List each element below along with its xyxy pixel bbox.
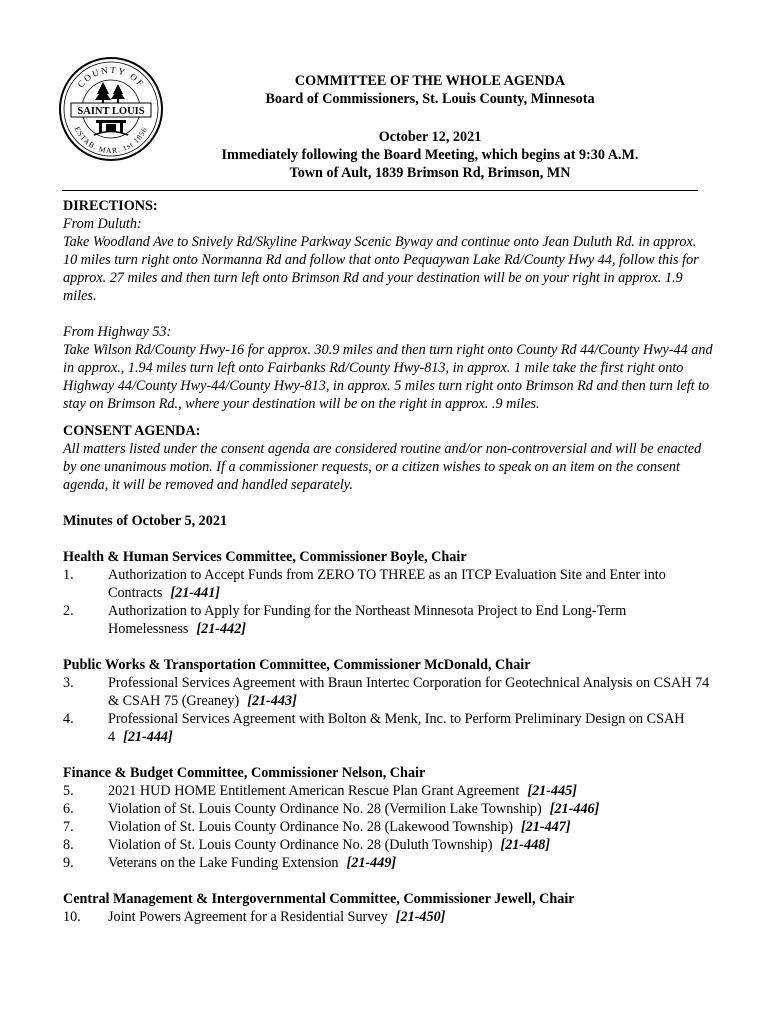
agenda-title: COMMITTEE OF THE WHOLE AGENDA xyxy=(294,73,566,89)
agenda-item: 9. Veterans on the Lake Funding Extension [21-449] xyxy=(63,855,397,871)
svg-text:COUNTY OF: COUNTY OF xyxy=(75,64,147,90)
agenda-item: 1. Authorization to Accept Funds from ZERO TO THREE as an ITCP Evaluation Site and Enter into Contracts [21-441] xyxy=(63,567,666,601)
minutes-item: Minutes of October 5, 2021 xyxy=(63,513,228,529)
committee-title: Finance & Budget Committee, Commissioner Nelson, Chair xyxy=(63,765,426,781)
item-reference: [21-445] xyxy=(527,783,577,799)
committee-section xyxy=(63,656,713,746)
committee-title: Public Works & Transportation Committee, Commissioner McDonald, Chair xyxy=(63,657,531,673)
item-reference: [21-448] xyxy=(500,837,551,853)
item-reference: [21-444] xyxy=(123,729,173,745)
agenda-item: 7. Violation of St. Louis County Ordinance No. 28 (Lakewood Township) [21-447] xyxy=(63,819,571,835)
agenda-item: 10. Joint Powers Agreement for a Residential Survey [21-450] xyxy=(63,909,446,925)
item-reference: [21-441] xyxy=(170,585,221,601)
county-seal-logo xyxy=(58,56,164,162)
agenda-item: 2. Authorization to Apply for Funding for the Northeast Minnesota Project to End Long-Term Homelessness [21-442] xyxy=(63,603,627,637)
meeting-time: Immediately following the Board Meeting, which begins at 9:30 A.M. xyxy=(221,147,639,163)
meeting-location: Town of Ault, 1839 Brimson Rd, Brimson, MN xyxy=(289,165,571,181)
agenda-item: 6. Violation of St. Louis County Ordinance No. 28 (Vermilion Lake Township) [21-446] xyxy=(63,801,600,817)
meeting-date: October 12, 2021 xyxy=(378,129,482,145)
item-reference: [21-443] xyxy=(247,693,297,709)
agenda-item: 8. Violation of St. Louis County Ordinance No. 28 (Duluth Township) [21-448] xyxy=(63,837,551,853)
consent-heading: CONSENT AGENDA: xyxy=(63,423,201,439)
item-reference: [21-446] xyxy=(549,801,600,817)
committee-title: Health & Human Services Committee, Commissioner Boyle, Chair xyxy=(63,549,467,565)
committee-section xyxy=(63,890,713,926)
directions-hwy53-text: Take Wilson Rd/County Hwy-16 for approx. 30.9 miles and then turn right onto County Rd 44/County Hwy-44 and in approx., 1.94 miles turn left onto Fairbanks Rd/County Hwy-813, in approx. 1 mile take the first right onto Highway 44/County Hwy-44/County Hwy-813, in approx. 5 miles turn right onto Brimson Rd and then turn left to stay on Brimson Rd., where your destination will be on the right in approx. .9 miles. xyxy=(63,342,713,412)
directions-heading: DIRECTIONS: xyxy=(63,198,158,214)
directions-duluth-label: From Duluth: xyxy=(63,216,142,232)
committee-section xyxy=(63,764,713,872)
committee-section xyxy=(63,548,713,638)
consent-text: All matters listed under the consent agenda are considered routine and/or non-controversial and will be enacted by one unanimous motion. If a commissioner requests, or a citizen wishes to speak on an item on the consent agenda, it will be removed and handled separately. xyxy=(63,441,702,493)
directions-duluth-text: Take Woodland Ave to Snively Rd/Skyline Parkway Scenic Byway and continue onto Jean Duluth Rd. in approx. 10 miles turn right onto Normanna Rd and follow that onto Pequaywan Lake Rd/County Hwy 44, follow this for approx. 27 miles and then turn left onto Brimson Rd and your destination will be on your right in approx. 1.9 miles. xyxy=(63,234,699,304)
svg-text:SAINT LOUIS: SAINT LOUIS xyxy=(77,106,145,117)
header-divider xyxy=(62,190,698,191)
agenda-item: 4. Professional Services Agreement with Bolton & Menk, Inc. to Perform Preliminary Design on CSAH 4 [21-444] xyxy=(63,711,685,745)
committee-title: Central Management & Intergovernmental Committee, Commissioner Jewell, Chair xyxy=(63,891,575,907)
item-reference: [21-442] xyxy=(196,621,247,637)
item-reference: [21-450] xyxy=(395,909,446,925)
agenda-body xyxy=(63,197,713,926)
svg-text:ESTAB. MAR. 1st 1856: ESTAB. MAR. 1st 1856 xyxy=(72,125,150,156)
item-reference: [21-449] xyxy=(346,855,397,871)
item-reference: [21-447] xyxy=(520,819,571,835)
agenda-subtitle: Board of Commissioners, St. Louis County, Minnesota xyxy=(265,91,595,107)
agenda-item: 5. 2021 HUD HOME Entitlement American Rescue Plan Grant Agreement [21-445] xyxy=(63,783,577,799)
directions-hwy53-label: From Highway 53: xyxy=(63,324,172,340)
agenda-item: 3. Professional Services Agreement with Braun Intertec Corporation for Geotechnical Analysis on CSAH 74 & CSAH 75 (Greaney) [21-443] xyxy=(63,675,710,709)
